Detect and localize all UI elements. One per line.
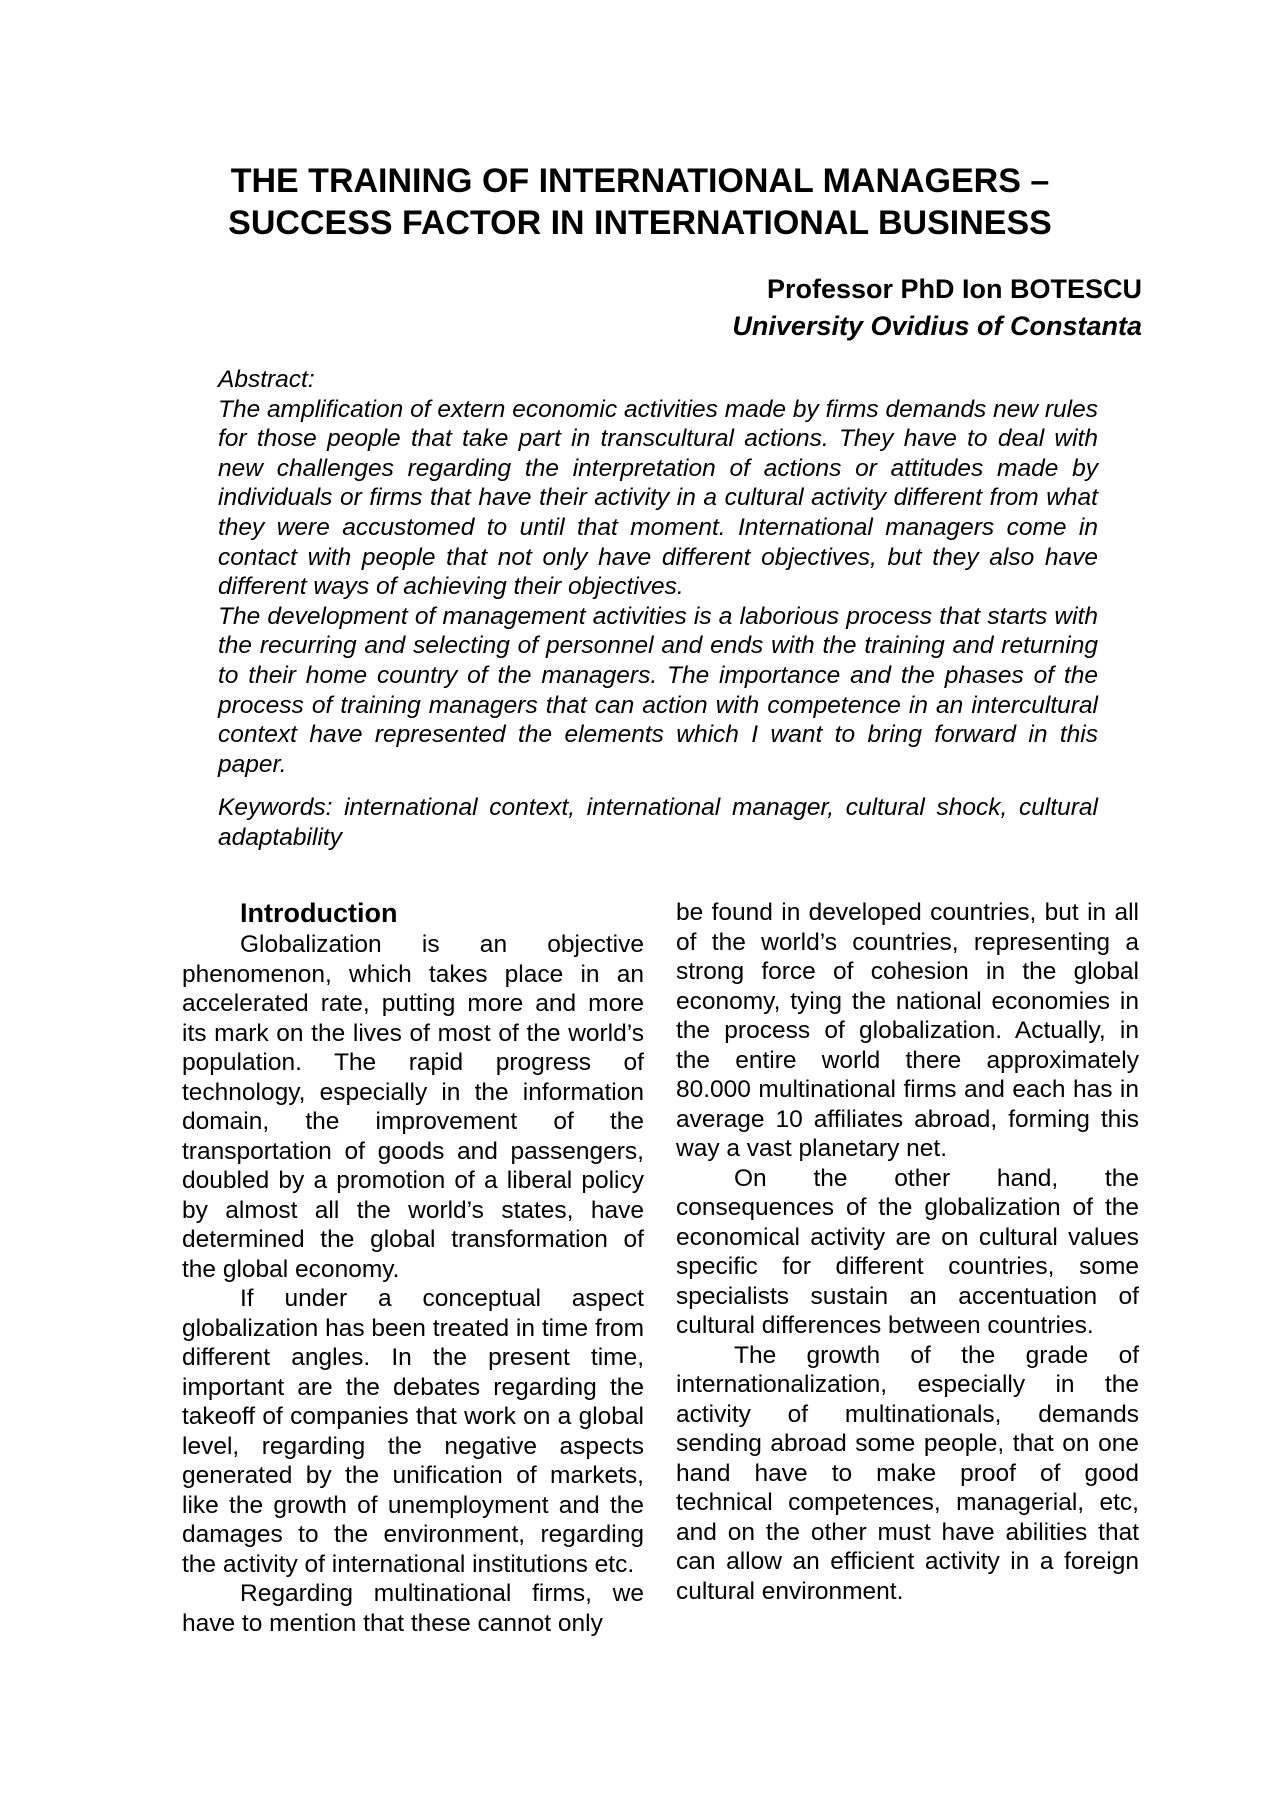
title-line-2: SUCCESS FACTOR IN INTERNATIONAL BUSINESS bbox=[228, 204, 1052, 242]
body-paragraph: Globalization is an objective phenomenon, which takes place in an accelerated rate, putting more and more its mark on the lives of most of the world’s population. The rapid progress of technology, especially in the information domain, the improvement of the transportation of goods and passengers, doubled by a promotion of a liberal policy by almost all the world’s states, have determined the global transformation of the global economy. bbox=[182, 931, 644, 1283]
body-paragraph: be found in developed countries, but in all of the world’s countries, representing a strong force of cohesion in the global economy, tying the national economies in the process of globalization. Actually, in the entire world there approximately 80.000 multinational firms and each has in average 10 affiliates abroad, forming this way a vast planetary net. bbox=[676, 899, 1139, 1162]
author-affiliation: University Ovidius of Constanta bbox=[732, 311, 1142, 341]
right-column bbox=[676, 898, 1139, 1606]
body-paragraph: Regarding multinational firms, we have to mention that these cannot only bbox=[182, 1580, 644, 1637]
paper-title bbox=[180, 160, 1100, 244]
abstract-label: Abstract: bbox=[218, 366, 315, 393]
keywords: Keywords: international context, international manager, cultural shock, cultural adaptability bbox=[218, 794, 1098, 851]
section-heading: Introduction bbox=[240, 898, 398, 928]
body-paragraph: On the other hand, the consequences of the globalization of the economical activity are on cultural values specific for different countries, some specialists sustain an accentuation of cultural differences between countries. bbox=[676, 1164, 1139, 1339]
left-column bbox=[182, 898, 644, 1638]
body-paragraph: If under a conceptual aspect globalization has been treated in time from different angles. In the present time, important are the debates regarding the takeoff of companies that work on a global level, regarding the negative aspects generated by the unification of markets, like the growth of unemployment and the damages to the environment, regarding the activity of international institutions etc. bbox=[182, 1285, 644, 1578]
body-paragraph: The growth of the grade of internationalization, especially in the activity of multinationals, demands sending abroad some people, that on one hand have to make proof of good technical competences, managerial, etc, and on the other must have abilities that can allow an efficient activity in a foreign cultural environment. bbox=[676, 1341, 1139, 1605]
title-line-1: THE TRAINING OF INTERNATIONAL MANAGERS – bbox=[230, 162, 1050, 200]
author-name: Professor PhD Ion BOTESCU bbox=[766, 274, 1142, 304]
abstract-section bbox=[218, 365, 1098, 853]
author-block bbox=[732, 271, 1142, 345]
abstract-paragraph: The amplification of extern economic activities made by firms demands new rules for those people that take part in transcultural actions. They have to deal with new challenges regarding the interpretation of actions or attitudes made by individuals or firms that have their activity in a cultural activity different from what they were accustomed to until that moment. International managers come in contact with people that not only have different objectives, but they also have different ways of achieving their objectives. bbox=[218, 395, 1098, 601]
abstract-paragraph: The development of management activities is a laborious process that starts with the recurring and selecting of personnel and ends with the training and returning to their home country of the managers. The importance and the phases of the process of training managers that can action with competence in an intercultural context have represented the elements which I want to bring forward in this paper. bbox=[218, 602, 1098, 778]
